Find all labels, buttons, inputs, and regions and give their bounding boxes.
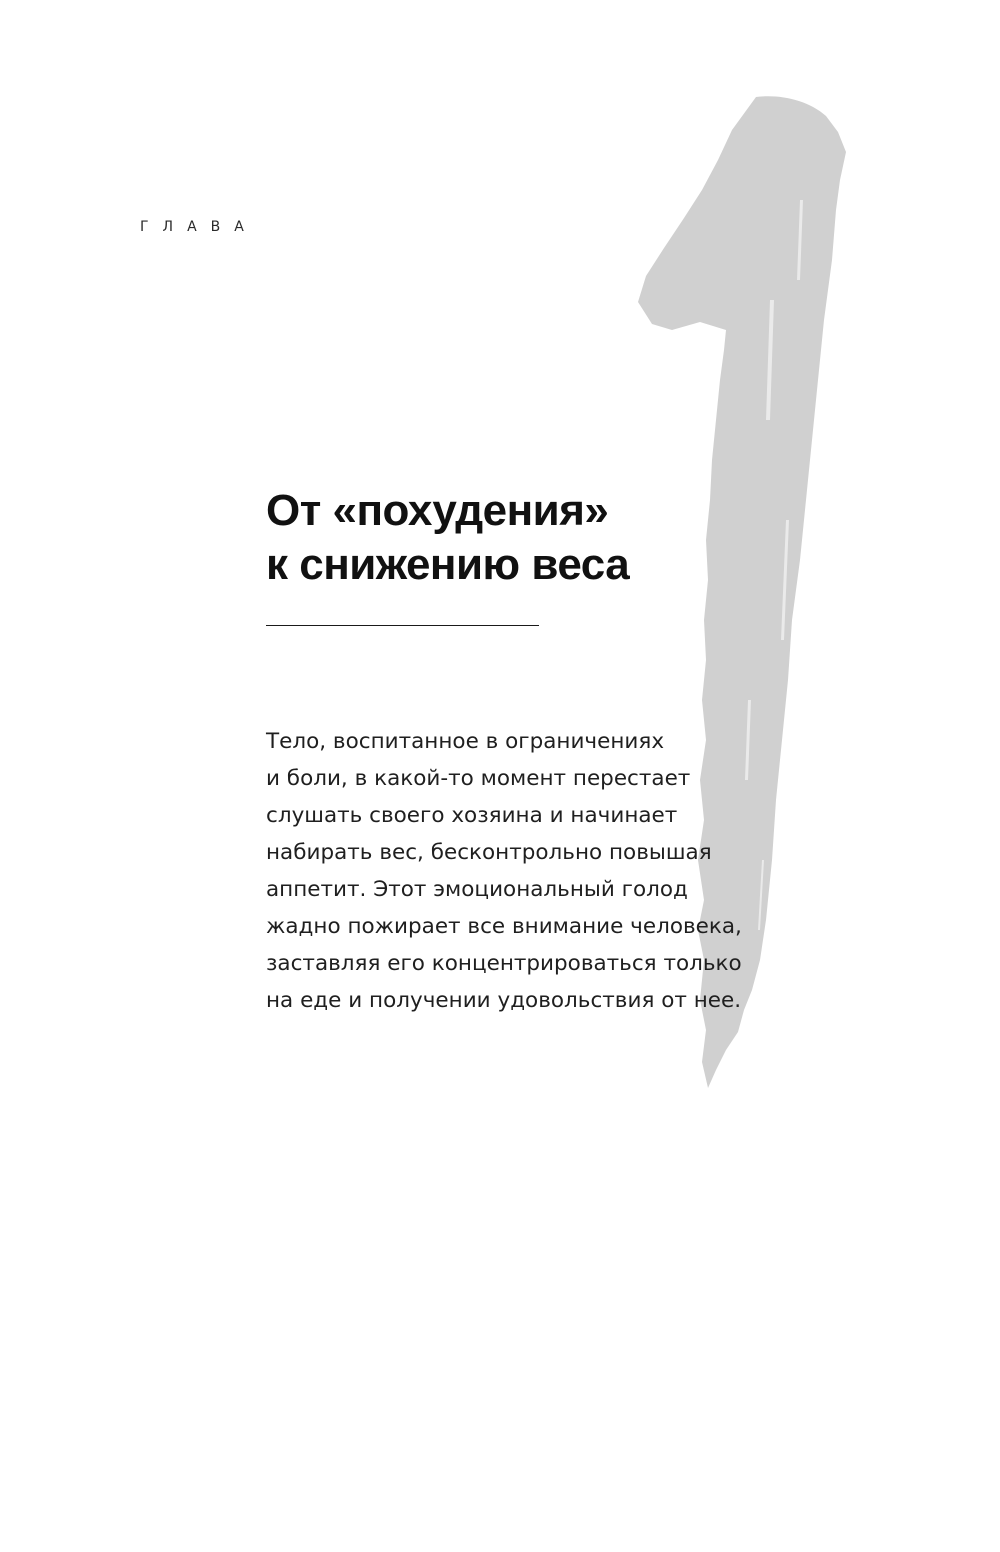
epigraph-line: жадно пожирает все внимание человека, (266, 914, 742, 939)
epigraph-line: и боли, в какой-то момент перестает (266, 766, 691, 791)
epigraph-line: аппетит. Этот эмоциональный голод (266, 877, 688, 902)
chapter-title-line: к снижению веса (266, 540, 630, 589)
epigraph-line: слушать своего хозяина и начинает (266, 803, 678, 828)
chapter-title (266, 484, 826, 592)
chapter-label: ГЛАВА (140, 219, 258, 235)
chapter-title-line: От «похудения» (266, 486, 609, 535)
epigraph-line: Тело, воспитанное в ограничениях (266, 729, 665, 754)
epigraph-line: заставляя его концентрироваться только (266, 951, 742, 976)
epigraph-line: набирать вес, бесконтрольно повышая (266, 840, 712, 865)
title-underline (266, 625, 539, 626)
chapter-epigraph (266, 723, 826, 1019)
epigraph-line: на еде и получении удовольствия от нее. (266, 988, 742, 1013)
